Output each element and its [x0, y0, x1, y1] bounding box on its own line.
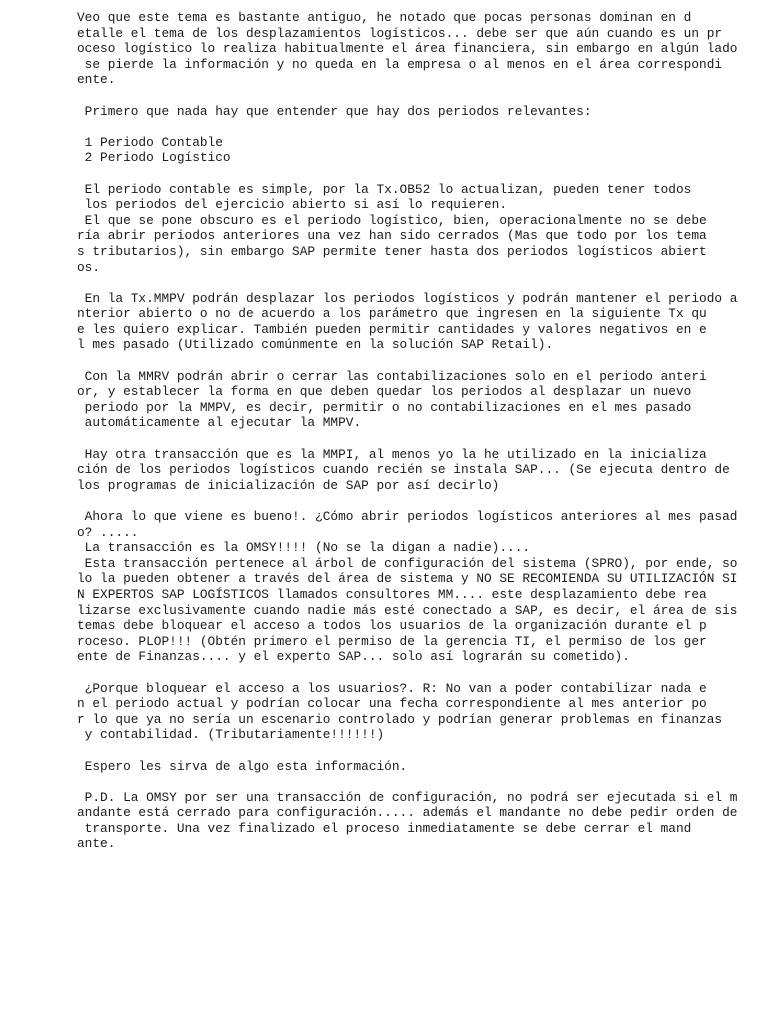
- text-line: o? .....: [77, 524, 139, 540]
- text-line: El periodo contable es simple, por la Tx.OB52 lo actualizan, pueden tener todos: [77, 181, 692, 197]
- text-line: En la Tx.MMPV podrán desplazar los periodos logísticos y podrán mantener el periodo a: [77, 290, 738, 306]
- text-line: automáticamente al ejecutar la MMPV.: [77, 415, 362, 431]
- text-line: Con la MMRV podrán abrir o cerrar las contabilizaciones solo en el periodo anteri: [77, 368, 707, 384]
- text-line: periodo por la MMPV, es decir, permitir o no contabilizaciones en el mes pasado: [77, 399, 692, 415]
- text-line: 2 Periodo Logístico: [77, 150, 231, 166]
- text-line: 1 Periodo Contable: [77, 134, 223, 150]
- text-line: nterior abierto o no de acuerdo a los parámetro que ingresen en la siguiente Tx qu: [77, 306, 707, 322]
- text-line: e les quiero explicar. También pueden permitir cantidades y valores negativos en e: [77, 321, 707, 337]
- text-line: transporte. Una vez finalizado el proceso inmediatamente se debe cerrar el mand: [77, 820, 692, 836]
- text-line: Espero les sirva de algo esta información.: [77, 758, 408, 774]
- text-line: os.: [77, 259, 101, 275]
- text-line: ante.: [77, 836, 116, 852]
- text-line: etalle el tema de los desplazamientos logísticos... debe ser que aún cuando es un pr: [77, 25, 723, 41]
- text-line: Hay otra transacción que es la MMPI, al menos yo la he utilizado en la inicializa: [77, 446, 707, 462]
- text-line: Ahora lo que viene es bueno!. ¿Cómo abrir periodos logísticos anteriores al mes pasad: [77, 509, 738, 524]
- text-line: Primero que nada hay que entender que hay dos periodos relevantes:: [77, 103, 592, 119]
- text-line: ente.: [77, 72, 116, 88]
- text-line: roceso. PLOP!!! (Obtén primero el permiso de la gerencia TI, el permiso de los ger: [77, 633, 707, 649]
- text-line: r lo que ya no sería un escenario controlado y podrían generar problemas en finanzas: [77, 711, 723, 727]
- paragraph: [77, 369, 757, 431]
- document-body: [77, 10, 757, 868]
- text-line: l mes pasado (Utilizado comúnmente en la solución SAP Retail).: [77, 337, 554, 353]
- text-line: ría abrir periodos anteriores una vez han sido cerrados (Mas que todo por los tema: [77, 228, 707, 244]
- text-line: s tributarios), sin embargo SAP permite tener hasta dos periodos logísticos abiert: [77, 243, 707, 259]
- text-line: Veo que este tema es bastante antiguo, he notado que pocas personas dominan en d: [77, 10, 692, 25]
- paragraph: [77, 182, 757, 276]
- paragraph: [77, 681, 757, 743]
- paragraph: [77, 447, 757, 494]
- text-line: y contabilidad. (Tributariamente!!!!!!): [77, 727, 385, 743]
- text-line: lizarse exclusivamente cuando nadie más esté conectado a SAP, es decir, el área de sis: [77, 602, 738, 618]
- text-line: El que se pone obscuro es el periodo logístico, bien, operacionalmente no se debe: [77, 212, 707, 228]
- paragraph: [77, 291, 757, 353]
- text-line: n el periodo actual y podrían colocar una fecha correspondiente al mes anterior po: [77, 696, 707, 712]
- paragraph: [77, 509, 757, 665]
- paragraph: [77, 790, 757, 852]
- text-line: ción de los periodos logísticos cuando recién se instala SAP... (Se ejecuta dentro de: [77, 462, 730, 478]
- paragraph: [77, 10, 757, 88]
- text-line: oceso logístico lo realiza habitualmente el área financiera, sin embargo en algún lado: [77, 41, 738, 57]
- paragraph: [77, 104, 757, 120]
- text-line: ente de Finanzas.... y el experto SAP... solo así lograrán su cometido).: [77, 649, 630, 665]
- text-line: La transacción es la OMSY!!!! (No se la digan a nadie)....: [77, 540, 531, 556]
- text-line: lo la pueden obtener a través del área de sistema y NO SE RECOMIENDA SU UTILIZACIÓN SI: [77, 571, 738, 587]
- text-line: P.D. La OMSY por ser una transacción de configuración, no podrá ser ejecutada si el m: [77, 789, 738, 805]
- paragraph: [77, 135, 757, 166]
- text-line: andante está cerrado para configuración..... además el mandante no debe pedir orden de: [77, 805, 738, 821]
- text-line: los programas de inicialización de SAP por así decirlo): [77, 477, 500, 493]
- text-line: Esta transacción pertenece al árbol de configuración del sistema (SPRO), por ende, so: [77, 555, 738, 571]
- text-line: N EXPERTOS SAP LOGÍSTICOS llamados consultores MM.... este desplazamiento debe rea: [77, 586, 707, 602]
- paragraph: [77, 759, 757, 775]
- text-line: se pierde la información y no queda en la empresa o al menos en el área correspondi: [77, 56, 723, 72]
- text-line: ¿Porque bloquear el acceso a los usuarios?. R: No van a poder contabilizar nada e: [77, 680, 707, 696]
- text-line: or, y establecer la forma en que deben quedar los periodos al desplazar un nuevo: [77, 384, 692, 400]
- text-line: temas debe bloquear el acceso a todos los usuarios de la organización durante el p: [77, 618, 707, 634]
- text-line: los periodos del ejercicio abierto si así lo requieren.: [77, 197, 508, 213]
